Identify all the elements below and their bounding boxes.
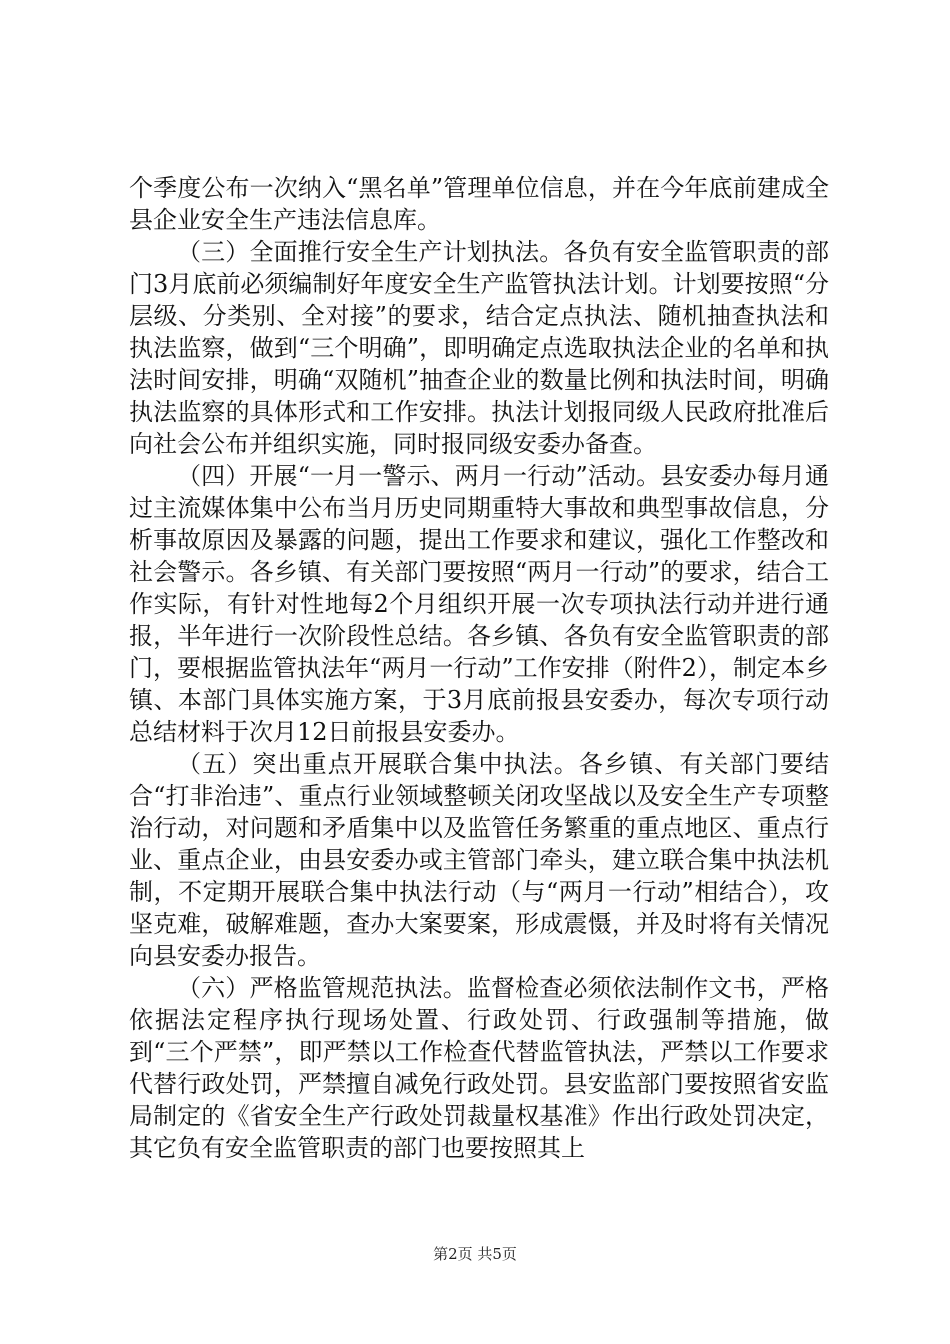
paragraph-section-6: （六）严格监管规范执法。监督检查必须依法制作文书，严格依据法定程序执行现场处置、行政处罚、行政强制等措施，做到“三个严禁”，即严禁以工作检查代替监管执法，严禁以工作要求代替行政处罚，严禁擅自减免行政处罚。县安监部门要按照省安监局制定的《省安全生产行政处罚裁量权基准》作出行政处罚决定，其它负有安全监管职责的部门也要按照其上 (129, 974, 829, 1162)
paragraph-section-5: （五）突出重点开展联合集中执法。各乡镇、有关部门要结合“打非治违”、重点行业领域整顿关闭攻坚战以及安全生产专项整治行动，对问题和矛盾集中以及监管任务繁重的重点地区、重点行业、重点企业，由县安委办或主管部门牵头，建立联合集中执法机制，不定期开展联合集中执法行动（与“两月一行动”相结合），攻坚克难，破解难题，查办大案要案，形成震慑，并及时将有关情况向县安委办报告。 (129, 750, 829, 970)
page-number-label: 第2页 共5页 (433, 1245, 517, 1263)
paragraph-section-4: （四）开展“一月一警示、两月一行动”活动。县安委办每月通过主流媒体集中公布当月历史同期重特大事故和典型事故信息，分析事故原因及暴露的问题，提出工作要求和建议，强化工作整改和社会警示。各乡镇、有关部门要按照“两月一行动”的要求，结合工作实际，有针对性地每2个月组织开展一次专项执法行动并进行通报，半年进行一次阶段性总结。各乡镇、各负有安全监管职责的部门，要根据监管执法年“两月一行动”工作安排（附件2），制定本乡镇、本部门具体实施方案，于3月底前报县安委办，每次专项行动总结材料于次月12日前报县安委办。 (129, 462, 829, 746)
page-footer (0, 1244, 950, 1264)
paragraph-section-3: （三）全面推行安全生产计划执法。各负有安全监管职责的部门3月底前必须编制好年度安全生产监管执法计划。计划要按照“分层级、分类别、全对接”的要求，结合定点执法、随机抽查执法和执法监察，做到“三个明确”，即明确定点选取执法企业的名单和执法时间安排，明确“双随机”抽查企业的数量比例和执法时间，明确执法监察的具体形式和工作安排。执法计划报同级人民政府批准后向社会公布并组织实施，同时报同级安委办备查。 (129, 238, 829, 458)
paragraph-continuation: 个季度公布一次纳入“黑名单”管理单位信息，并在今年底前建成全县企业安全生产违法信息库。 (129, 174, 829, 234)
document-body (129, 172, 829, 1164)
